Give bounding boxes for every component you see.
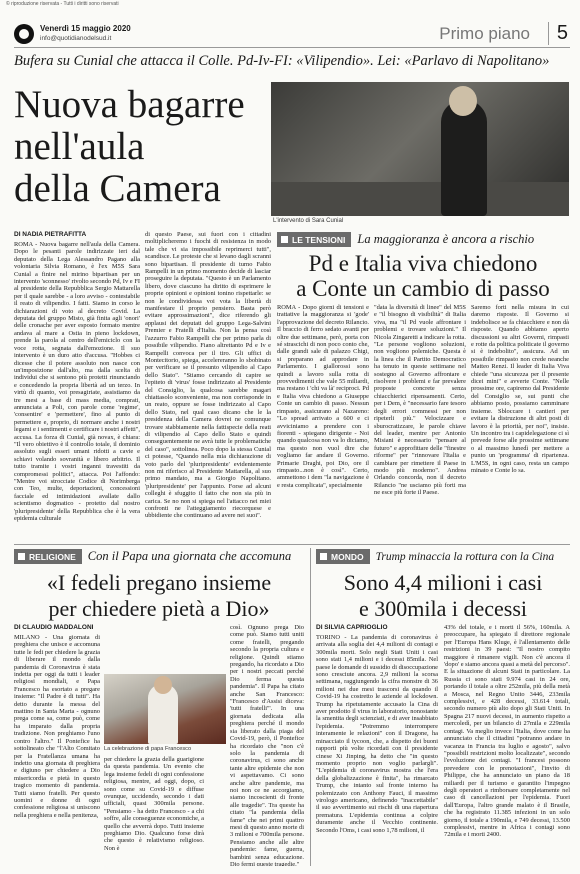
top-story-column-1: ROMA - Nuova bagarre nell'aula della Camera. Dopo le pesanti parole indirizzate ieri dal deputato della Lega Alessandro Pagano alla volontaria Silvia Romano, è l'ex M5S Sara Cunial a finire nel mirino bipartisan per un intervento 'sconnesso' rivolto secondo Pd, Iv e FI al presidente della Repubblica Sergio Mattarella per il quale sarebbe - a loro avviso - contestabile il reato di vilipendio. I fatti. Siamo in corso le dichiarazioni di voto al decreto Covid. La deputata del gruppo Misto, già finita agli 'onori' delle cronache per aver esposto formato mentre andava al mare a Ostia in pieno lockdown, prende la parola al centro dell'emiciclo con la voce rotta, segnata dall'emozione. Il suo intervento è un duro atto d'accusa. "Hobbes ci dicesse che il potere assoluto non nasce con un'imposizione dall'alto, ma dalla scelta di individui che si sentono più protetti rinunciando e concedendo la propria libertà ad un terzo. In virtù di quanto, voi presagiriate, assistiamo da tre mesi a base di mass media, comprati, annunciata a Poli, con parole come 'regime', 'consentire' e 'permettere', fino al punto di permettere e, proprio, di normare anche i nostri legami e i sentimenti e certificare i nostri affetti", accusa. La forza di Cunial, già novax, è chiara: "Il vero obiettivo è il controllo totale, il dominio assoluto sugli esseri umani ridotti a cavie e schiavi volando sovranità e libero arbitrio. Il tutto tramite i vostri inganni travestiti da compromessi politici", attacca. Poi l'affondo: "Mentre voi strocciate Codice di Norimberga con Teo, multe, deportazioni, concessioni facciale ed intimidazioni avallate dallo scientismo dogmatico - protetto dal nostro 'pluripresidente' della Repubblica che è la vera epidemia culturale	[14, 241, 140, 523]
headline-line: Nuova bagarre	[14, 83, 245, 126]
photo-desk-shape	[271, 182, 569, 216]
headline-line: Sono 4,4 milioni i casi	[343, 570, 543, 595]
world-story-byline: DI SILVIA CAPRIOGLIO	[316, 624, 388, 631]
pd-story-column-3: Saremo forti nella misura in cui daremo risposte. Il Governo si indebolisce se fa chiacchiere e non dà risposte. Quando abbiamo aperto discussioni su altri Governi, rimpasti e rotte da politica politicate il governo si è indebolito", assicura. Ad un possibile rimpasto non crede neanche Matteo Renzi. Il leader di Italia Viva chiede "una sicurezza per il presente dicei mini" e avverte Conte. "Nelle prossime ore, capiremo dal Presidente del Consiglio se, sui punti che abbiamo posto, possiamo camminare insieme. Sbloccare i cantieri per evitare la distruzione di altri posti di lavoro è la priorità, per noi", insiste. Un incontro tra i capidelegazione ci sì prevede forse alle prossime settimane o al massimo lunedì per mettere a punto un 'programma' di ripartenza. L'M5S, in ogni caso, resta un campo minato e Conte lo sa.	[471, 304, 569, 474]
issue-date: Venerdì 15 maggio 2020	[40, 24, 131, 33]
religion-story-headline	[14, 570, 304, 622]
religion-story-byline: DI CLAUDIO MADDALONI	[14, 624, 94, 631]
headline-line: della Camera	[14, 167, 221, 210]
section-name: Primo piano	[439, 24, 530, 43]
world-story-headline	[316, 570, 570, 622]
headline-line: per chiedere pietà a Dio»	[48, 596, 270, 621]
masthead	[14, 22, 570, 48]
religion-story-column-1a: MILANO - Una giornata di preghiera che unisce e accomuna tutte le fedi per chiedere la grazia di liberare il mondo dalla pandemia di Coronavirus è stata indetta per oggi da tutti i leader religiosi mondiali, e Papa Francesco ha esortato a pregare insieme: "Il Padre è di tutti". Ha detto durante la messa del mattino in Santa Marta - ognuno prega come sa, come può, come ha imparato dalla propria tradizione. Non preghiamo l'uno contro l'altro." Il Pontefice ha sottolineato che "l'Alto Comitato per la Fratellanza umana ha indetto una giornata di preghiera e digiuno per chiedere a Dio misericordia e pietà in questo tragico momento di pandemia. Tutti siamo fratelli. Per questo uomini e donne di ogni confessione religiosa si uniscono nella preghiera e nella penitenza,	[14, 634, 100, 819]
pd-story-column-2: "data la diversità di linee" del M5S e "il bisogno di visibilità" di Italia viva, ma "il Pd vuole affrontare i problemi e trovare soluzioni." Il Nicola Zingaretti a indicare la rotta. "Le persone vogliono soluzioni, non vogliono polemiche. Questa è la linea che il Partito Democratico ha tenuto in queste settimane nel sostegno al Governo affrontare e risolvere i problemi e far prevalere proposte concrete senza chiacchierici ripensamenti. Certo, per i Dem, è "necessario fare tesoro degli errori commessi per non ripeterli più." Velocizzare e sburocratizzare, le parole chiave del leader, mentre per Antonio Misiani è necessario "pensare al futuro" e approfittare delle "finestre riforme" per "rinnovare l'Italia e cambiare per rimettere il Paese in modo più moderno". Andrea Orlando concorda, non il decreto Rilancio "ne usciamo più forti ma ne esce più forte il Paese.	[374, 304, 466, 497]
religion-story-section-label: RELIGIONE	[14, 549, 82, 564]
religion-story-section-bar	[14, 548, 304, 565]
top-story-photo	[271, 82, 569, 216]
religion-story-topic: Con il Papa una giornata che accomuna	[87, 549, 292, 563]
pd-story-section-bar	[277, 231, 569, 248]
horizontal-divider	[14, 544, 570, 545]
headline-line: a Conte un cambio di passo	[296, 276, 550, 301]
top-story-headline	[14, 84, 274, 210]
photo-head-shape	[154, 676, 172, 694]
pd-story-topic: La maggioranza è ancora a rischio	[357, 232, 535, 246]
pd-story-section-label: LE TENSIONI	[277, 232, 351, 247]
photo-person-shape	[441, 100, 487, 216]
vertical-divider	[310, 548, 311, 866]
headline-line: e 300mila i decessi	[358, 596, 527, 621]
headline-line: nell'aula	[14, 125, 145, 168]
headline-line: «I fedeli pregano insieme	[46, 570, 272, 595]
top-story-kicker: Bufera su Cunial che attacca il Colle. Pd-Iv-FI: «Vilipendio». Lei: «Parlavo di Napolitano»	[14, 53, 550, 69]
photo-head-shape	[449, 86, 477, 116]
world-story-section-bar	[316, 548, 570, 565]
religion-story-column-1b: per chiedere la grazia della guarigione da questa pandemia. Un evento che lega insieme fedeli di ogni confessione religiosa, mentre, ad oggi, dopo, ci sono come su Covid-19 e diffuse ovunque, uccidendo, secondo i dati ufficiali, quasi 300mila persone. "Pensiamo - ha detto Francesco - a chi soffre, alle conseguenze economiche, a quello che avverrà dopo. Tutti insieme preghiamo Dio. Qualcuno forse dirà che questo è relativismo religioso. Non è	[104, 756, 204, 852]
world-story-column-2: 43% del totale, e i morti il 56%, 160mila. A preoccupare, ha spiegato il direttore regionale per l'Europa Hans Kluge, è l'allentamento delle restrizioni in 39 paesi: "Il nostro compito maggiore è rimanere vigili. Non c'è ancora il 'dopo' e siamo ancora quasi a metà del percorso". E la situazione di alcuni Stati in particolare. La Russia ci sono stati 9.974 casi in 24 ore, portando il totale a oltre 252mila, più della metà a Mosca, nel Regno Unito 3446, 233mila complessivi, e 428 decessi, 33.614 totali, secondo numero più alto dopo gli Stati Uniti. In Spagna 217 nuovi decessi, in aumento rispetto a mercoledì, per un bilancio di 27mila e 229mila contagi. Va meglio invece l'Italia, dove come ha annunciato che il cittadini "potranno andare in vacanza in Francia tra luglio e agosto", salvo "possibili restrizioni molto localizzate", secondo l'evoluzione dei contagi. "I francesi possono prevedere con le prenotazioni", l'invito di Philippe, che ha annunciato un piano da 18 miliardi per il turismo e garantito l'impegno degli operatori a rimborsare completamente nel caso di cancellazioni per l'epidemia. Fuori dall'Europa, l'altro grande malato è il Brasile, che ha registrato 11.385 infezioni in un solo giorno, il totale a 190mila, e 749 decessi, 13.500 complessivi, mentre in Africa i contagi sono 72mila e i morti 2400.	[444, 624, 570, 839]
religion-story-photo-caption: La celebrazione di papa Francesco	[104, 746, 192, 752]
headline-line: Pd e Italia viva chiedono	[308, 251, 538, 276]
world-story-section-label: MONDO	[316, 549, 370, 564]
pd-story-headline	[277, 251, 569, 301]
square-bullet-icon	[320, 553, 327, 560]
religion-story-column-2: così. Ognuno prega Dio come può. Siamo tutti uniti come fratelli, pregando secondo la propria cultura e religione. Quindi stiamo pregando, ha ricordato a Dio per i nostri peccati perché Dio ferma questa pandemia". Il Papa ha citato anche San Francesco: "Francesco d'Assisi diceva: 'tutti fratelli'". In una giornata dedicata alla preghiera perché il mondo sia liberato dalla piaga del Covid-19, però, il Pontefice ha ricordato che "non c'è solo la pandemia di coronavirus, ci sono anche tante altre epidemie che non vi aspettavamo. Ci sono anche altre pandemie, ma noi non ce ne accorgiamo, siamo incoscienti di fronte alle tragedie". Tra queste ha citato "la pandemia della fame" che nei primi quattro mesi di questo anno morte di 3 milioni e 700mila persone. Pensiamo anche alle altre pandemie: fame, guerra, bambini senza educazione. Dio fermi queste tragedie."	[230, 624, 304, 866]
square-bullet-icon	[18, 553, 25, 560]
world-story-column-1: TORINO - La pandemia di coronavirus è arrivata alla soglia dei 4,4 milioni di contagi e 300mila morti. Solo negli Stati Uniti i casi sono stati 1,4 milioni e i decessi 85mila. Nel paese le domande di sussidio di disoccupazione sono cresciute ancora. 2,9 milioni la scorsa settimana, raggiungendo la cifra monstre di 36 milioni nei due mesi trascorsi da quando il Covid-19 ha costretto le aziende al lockdown. Trump ha ripetutamente accusato la Cina di aver prodotto il virus in laboratorio, nonostante la smentita degli scienziati, e di aver insabbiato l'epidemia. "Potremmo interrompere interamente le relazioni" con il Dragone, ha minacciato il tycoon, che, a dispetto dei buoni rapporti più volte ricordati con il presidente cinese Xi Jinping, ha detto che "in questo momento proprio non voglio parlargli". "L'epidemia di coronavirus mostra che l'era della globalizzazione è finita", ha rimarcato Trump, che intanto sul fronte interno ha polemizzato con Anthony Fauci, il massimo virologo americano, definendo "inaccettabile" il suo avvertimento sui rischi di una riapertura prematura. L'epidemia continua a colpire duramente anche il Vecchio continente. Secondo l'Oms, i casi sono 1,78 milioni, il	[316, 634, 438, 834]
top-story-byline: DI NADIA PIETRAFITTA	[14, 231, 87, 238]
contact-email: info@quotidianodelsud.it	[40, 35, 112, 42]
religion-story-photo	[104, 674, 226, 744]
page-number: 5	[548, 22, 568, 45]
pd-story-column-1: ROMA - Dopo giorni di tensioni e trattative la maggioranza si 'gode' l'approvazione del decreto Rilancio. Il braccio di ferro sedato avanti per oltre due settimane, però, porta con sé strascichi di non poco conto che, dalle grandi sale di palazzo Chigi, si preparano ad approdare in Parlamento. I giallorossi sono quindi a lavoro sulla rotta di provvedimenti che vale 55 miliardi, ma restano i 'chi va là' reciproci. Pd e Italia viva chiedono a Giuseppe Conte un cambio di passo. Nessun rimpasto, assicurano al Nazareno: "Lo spread arrivato a 600 e ci avviciniamo a prendere con i fiorenti - spiegano dirigente - Noi quando qualcosa non va lo diciamo, ma questo non vuol dire che vogliamo far andare il Governo. Primarie Draghi, poi Dio, ore il rimpasto...non è così". Certo, ammettono i dem "la navigazione è e resta complicata", specialmente	[277, 304, 369, 489]
world-story-topic: Trump minaccia la rottura con la Cina	[375, 550, 555, 563]
newspaper-logo-icon	[14, 24, 34, 44]
top-story-column-2: di questo Paese, sui fuori con i cittadini moltiplicheremo i fuochi di resistenza in modo tale che vi sia impossibile reprimerci tutti", scandisce. Le proteste che si levano dagli scranni sono bipartisan. Il presidente di turno Fabio Rampelli in un primo momento decide di lasciar proseguire la deputata. "Questo è un Parlamento libero, dove ciascuno ha diritto di esprimere le proprie opinioni e opinioni tonino rispettarle: se non le condividessa voi vota la libertà di manifestare il proprio pensiero. Basta però evitare approssimazioni", dice riferendo gli applausi dei deputati del gruppo Lega-Salvini Premier e Fratelli d'Italia. Non la pensa così l'azzurro Fabio Rampelli che per primo parla di possibile vilipendio. Fiano altrettanto Pd e Iv e Rampelli convoca per il tiro. Gli uffici di Montecitorio, spiega, accelereranno lo sbobinato per verificare se il presunto vilipendio al Capo dello Stato". "Stiamo cercando di capire se l'epiteto di 'virus' fosse indirizzato al Presidente del Consiglio, la qualcosa sarebbe magari chiattasolo sconveniente, ma non corrisponde in un reato, oppure se fosse indirizzato al Capo dello Stato, nel qual caso dicano che le la presidenza della Camera dovrei ne comunque trovare stabbiamente nella fattispecie della reati di vilipendio al Capo dello Stato e quindi conseguentemente ne avrà tutte le problematiche del caso", sottolinea. Poco dopo la stessa Cunial ci potesse, "Quando nella mia dichiarazione di voto parlo del 'pluripresidente' evidentemente non mi riferisco al Presidente Mattarella, al suo primo mandato, ma a Giorgio Napolitano. 'pluripresidente' per l'appunto. Forse ad alcuni colleghi è sfuggito il fatto che non sia più in carica. Se no non si spiega nel l'attacco nei miei confronti ne l'atteggiamento riecorquese e ubbidiente che continuano ad avere nei suoi".	[145, 231, 271, 520]
top-story-photo-caption: L'intervento di Sara Cunial	[273, 218, 344, 224]
square-bullet-icon	[281, 236, 288, 243]
copyright-notice: © riproduzione riservata - Tutti i diritti sono riservati	[6, 1, 119, 7]
